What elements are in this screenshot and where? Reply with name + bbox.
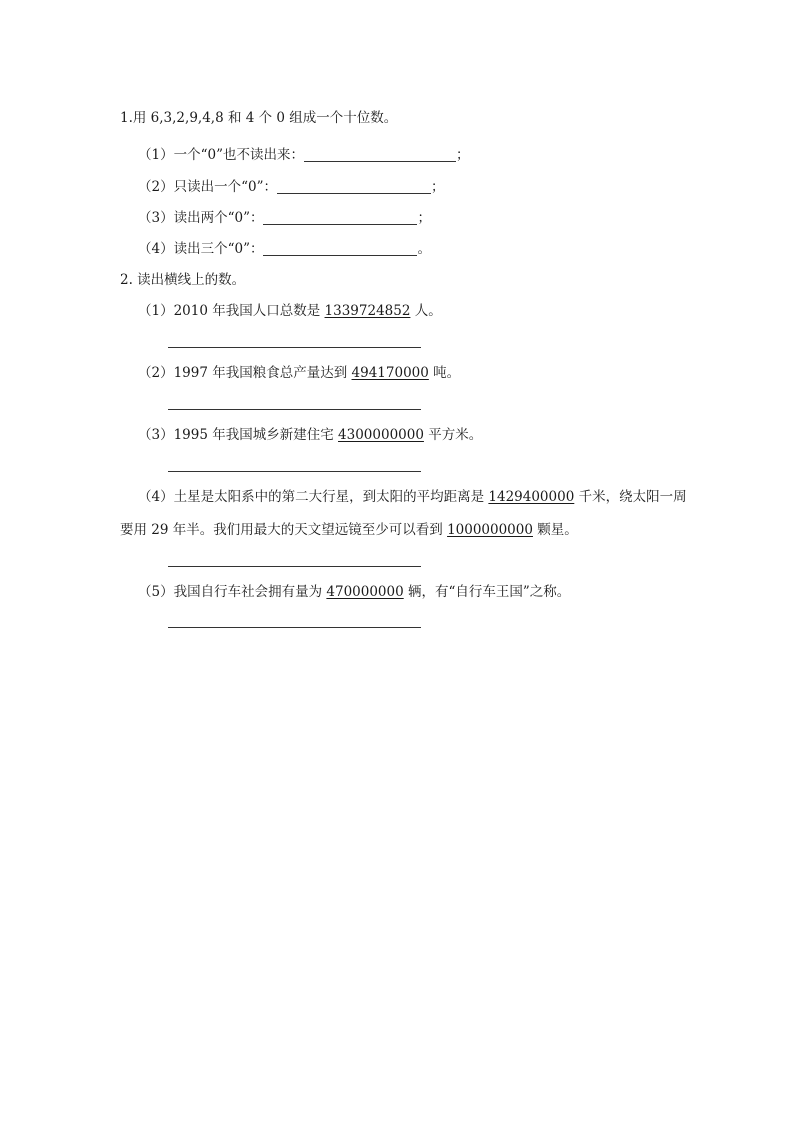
q1-item-2: （2）只读出一个“0”： ； <box>138 179 445 195</box>
underlined-number: 470000000 <box>326 584 404 600</box>
answer-line-1[interactable] <box>168 347 421 348</box>
underlined-number: 494170000 <box>351 365 429 381</box>
q2-item-1: （1）2010 年我国人口总数是 1339724852 人。 <box>138 303 442 319</box>
q2-stem: 2. 读出横线上的数。 <box>120 272 246 288</box>
answer-line-4[interactable] <box>168 566 421 567</box>
answer-blank-4[interactable] <box>263 241 417 256</box>
q2-item-4-line2: 要用 29 年半。我们用最大的天文望远镜至少可以看到 1000000000 颗星。 <box>120 522 578 538</box>
answer-line-5[interactable] <box>168 627 421 628</box>
answer-blank-2[interactable] <box>277 179 431 194</box>
q1-stem: 1.用 6,3,2,9,4,8 和 4 个 0 组成一个十位数。 <box>120 110 398 126</box>
answer-line-3[interactable] <box>168 471 421 472</box>
q1-item-3: （3）读出两个“0”： ； <box>138 210 431 226</box>
underlined-number: 4300000000 <box>338 427 424 443</box>
underlined-number: 1000000000 <box>447 522 533 538</box>
q1-item-1: （1）一个“0”也不读出来： ； <box>138 147 470 163</box>
q1-item-4: （4）读出三个“0”： 。 <box>138 241 431 257</box>
answer-blank-3[interactable] <box>263 210 417 225</box>
answer-line-2[interactable] <box>168 409 421 410</box>
answer-blank-1[interactable] <box>304 147 456 162</box>
q2-item-2: （2）1997 年我国粮食总产量达到 494170000 吨。 <box>138 365 461 381</box>
underlined-number: 1339724852 <box>324 303 411 319</box>
q2-item-5: （5）我国自行车社会拥有量为 470000000 辆，有“自行车王国”之称。 <box>138 584 571 600</box>
q2-item-4-line1: （4）土星是太阳系中的第二大行星，到太阳的平均距离是 1429400000 千米，绕太阳一周 <box>138 489 687 505</box>
underlined-number: 1429400000 <box>488 489 575 505</box>
q2-item-3: （3）1995 年我国城乡新建住宅 4300000000 平方米。 <box>138 427 483 443</box>
